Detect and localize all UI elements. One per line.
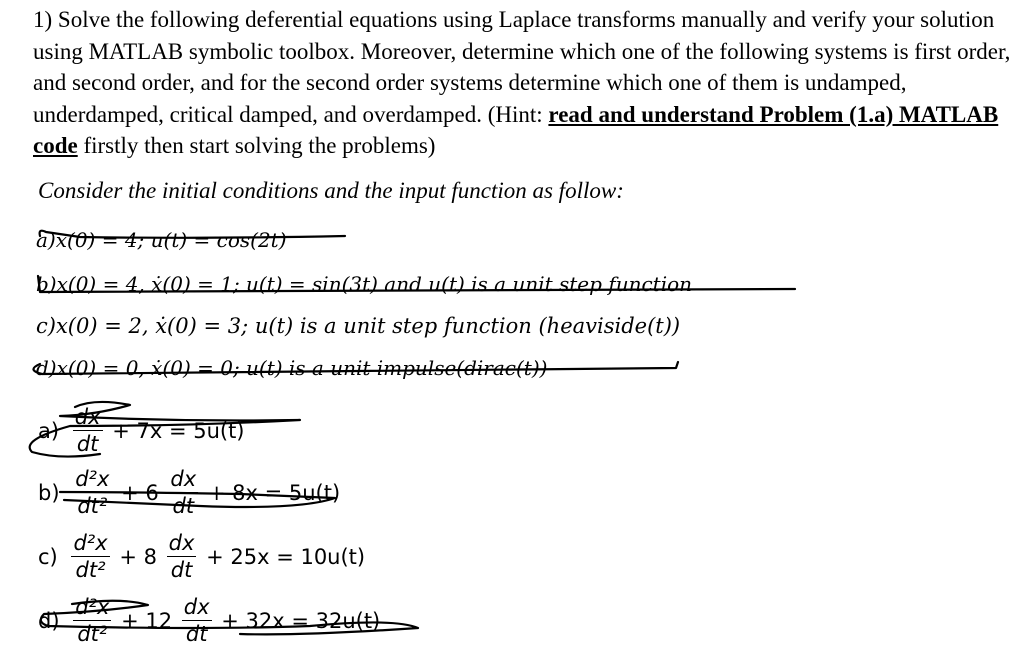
equation-b-num1: d²x <box>75 467 110 491</box>
condition-d-text: x(0) = 0, ẋ(0) = 0; u(t) is a unit impulse(dirac(t)) <box>56 356 548 380</box>
equation-c-den2: dt <box>170 558 193 582</box>
equation-c <box>38 530 365 583</box>
equation-c-fraction-2 <box>167 530 197 583</box>
condition-c-label: c) <box>36 314 56 338</box>
equation-c-rest: + 25x = 10u(t) <box>206 544 366 569</box>
equation-a-den: dt <box>76 432 99 456</box>
equation-b <box>38 466 340 519</box>
problem-tail: firstly then start solving the problems) <box>77 133 436 158</box>
condition-b <box>36 272 692 296</box>
equation-b-den1: dt² <box>77 494 108 518</box>
equation-d-den1: dt² <box>77 622 108 646</box>
consider-heading: Consider the initial conditions and the input function as follow: <box>38 178 624 203</box>
equation-c-label: c) <box>38 544 58 569</box>
equation-b-label: b) <box>38 480 60 505</box>
equation-d-num1: d²x <box>75 595 110 619</box>
equation-d-num2: dx <box>183 595 210 619</box>
equation-c-num1: d²x <box>73 531 108 555</box>
equation-d-den2: dt <box>185 622 208 646</box>
equation-b-den2: dt <box>172 494 195 518</box>
equation-d-fraction-2 <box>182 594 212 647</box>
problem-intro: 1) Solve the following deferential equations using Laplace transforms manually and verify your solution using MATLAB symbolic toolbox. Moreover, determine which one of the following systems is first order, and second order, and for the second order systems determine which one of them is undamped, underdamped, critical damped, and overdamped. (Hint: <box>33 7 1011 127</box>
condition-b-text: x(0) = 4, ẋ(0) = 1; u(t) = sin(3t) and u(t) is a unit step function <box>56 272 693 296</box>
equation-c-op1: + 8 <box>119 544 157 569</box>
condition-d <box>36 356 547 380</box>
equation-b-fraction-2 <box>168 466 198 519</box>
problem-emphasis: read and understand Problem (1.a) MATLAB code <box>33 101 999 158</box>
condition-a <box>36 228 287 252</box>
equation-d-label: d) <box>38 608 60 633</box>
equation-d-fraction-1 <box>73 594 111 647</box>
equation-a-fraction <box>73 404 103 457</box>
condition-d-label: d) <box>36 356 57 380</box>
equation-a <box>38 404 245 457</box>
equation-d-op1: + 12 <box>121 608 173 633</box>
condition-a-text: x(0) = 4; u(t) = cos(2t) <box>55 228 287 252</box>
equation-a-num: dx <box>74 405 101 429</box>
equation-b-rest: + 8x = 5u(t) <box>207 480 341 505</box>
equation-a-label: a) <box>38 418 60 443</box>
condition-c-post: (heaviside(t)) <box>531 314 681 338</box>
condition-c-pre: x(0) = 2, ẋ(0) = 3; u(t) <box>55 314 300 338</box>
equation-c-den1: dt² <box>75 558 106 582</box>
equation-d-rest: + 32x = 32u(t) <box>221 608 381 633</box>
condition-b-label: b) <box>36 272 57 296</box>
condition-a-label: a) <box>36 228 56 252</box>
equation-c-num2: dx <box>168 531 195 555</box>
equation-a-rest: + 7x = 5u(t) <box>112 418 245 443</box>
condition-c-mid: is a unit step function <box>299 314 532 338</box>
equation-c-fraction-1 <box>71 530 109 583</box>
equation-b-op1: + 6 <box>121 480 159 505</box>
equation-d <box>38 594 380 647</box>
condition-c <box>36 314 680 338</box>
equation-b-fraction-1 <box>73 466 111 519</box>
problem-statement <box>33 4 1019 162</box>
equation-b-num2: dx <box>170 467 197 491</box>
